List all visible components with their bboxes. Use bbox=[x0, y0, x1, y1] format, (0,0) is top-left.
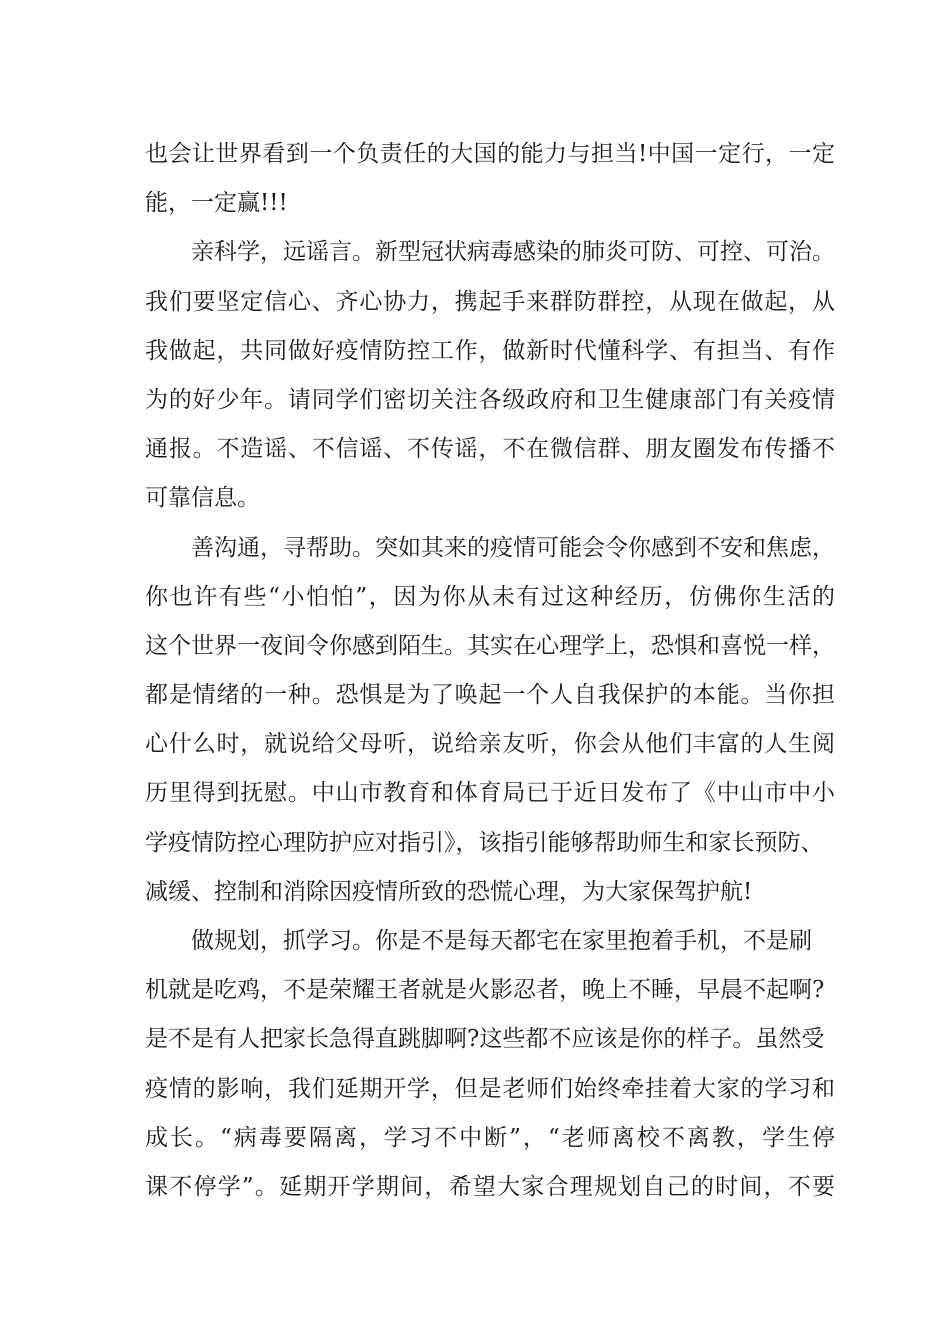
text-line: 通报。不造谣、不信谣、不传谣，不在微信群、朋友圈发布传播不 bbox=[145, 436, 835, 463]
text-line: 疫情的影响，我们延期开学，但是老师们始终牵挂着大家的学习和 bbox=[145, 1075, 835, 1102]
text-line: 机就是吃鸡，不是荣耀王者就是火影忍者，晚上不睡，早晨不起啊? bbox=[145, 977, 825, 1004]
text-line: 是不是有人把家长急得直跳脚啊?这些都不应该是你的样子。虽然受 bbox=[145, 1026, 825, 1053]
text-line: 我们要坚定信心、齐心协力，携起手来群防群控，从现在做起，从 bbox=[145, 288, 835, 315]
text-line: 能，一定赢!!! bbox=[145, 190, 288, 217]
text-line: 课不停学”。延期开学期间，希望大家合理规划自己的时间，不要 bbox=[145, 1173, 835, 1200]
text-line: 也会让世界看到一个负责任的大国的能力与担当!中国一定行，一定 bbox=[145, 141, 835, 167]
text-line: 都是情绪的一种。恐惧是为了唤起一个人自我保护的本能。当你担 bbox=[145, 682, 835, 709]
text-line: 这个世界一夜间令你感到陌生。其实在心理学上，恐惧和喜悦一样， bbox=[145, 632, 835, 659]
body-text bbox=[145, 130, 835, 1212]
paragraph-start-line: 善沟通，寻帮助。突如其来的疫情可能会令你感到不安和焦虑， bbox=[191, 534, 835, 561]
text-line: 减缓、控制和消除因疫情所致的恐慌心理，为大家保驾护航! bbox=[145, 878, 753, 905]
text-line: 你也许有些“小怕怕”，因为你从未有过这种经历，仿佛你生活的 bbox=[145, 583, 835, 610]
text-line: 历里得到抚慰。中山市教育和体育局已于近日发布了《中山市中小 bbox=[145, 780, 835, 807]
text-line: 我做起，共同做好疫情防控工作，做新时代懂科学、有担当、有作 bbox=[145, 337, 835, 364]
paragraph-start-line: 做规划，抓学习。你是不是每天都宅在家里抱着手机，不是刷 bbox=[191, 928, 812, 954]
text-line: 学疫情防控心理防护应对指引》，该指引能够帮助师生和家长预防、 bbox=[145, 829, 824, 856]
text-line: 成长。“病毒要隔离，学习不中断”，“老师离校不离教，学生停 bbox=[145, 1124, 835, 1151]
text-line: 为的好少年。请同学们密切关注各级政府和卫生健康部门有关疫情 bbox=[145, 386, 835, 413]
text-line: 可靠信息。 bbox=[145, 485, 260, 512]
text-line: 心什么时，就说给父母听，说给亲友听，你会从他们丰富的人生阅 bbox=[145, 731, 835, 758]
paragraph-start-line: 亲科学，远谣言。新型冠状病毒感染的肺炎可防、可控、可治。 bbox=[191, 239, 835, 266]
